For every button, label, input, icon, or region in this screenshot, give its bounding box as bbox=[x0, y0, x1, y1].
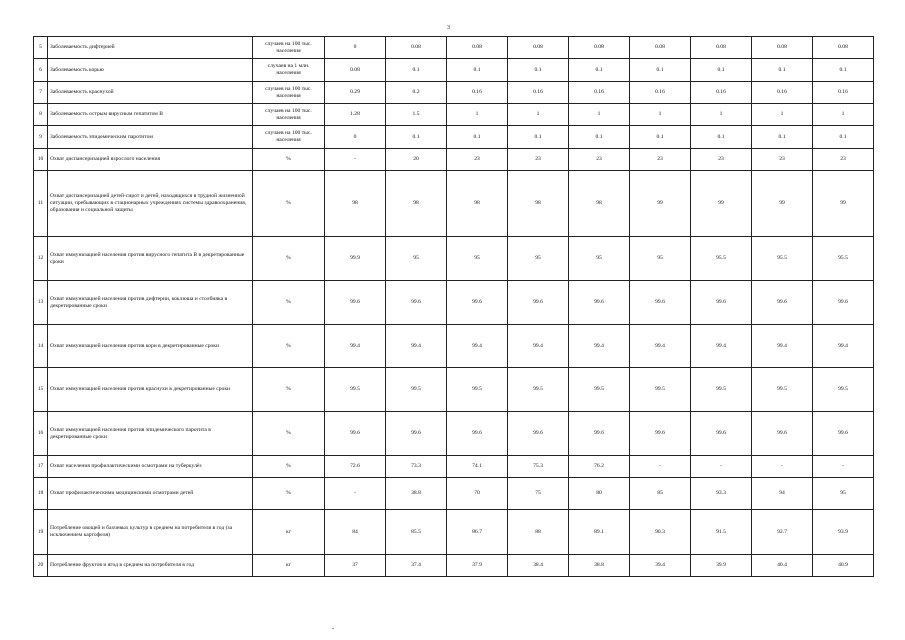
indicator-value: 99.6 bbox=[447, 412, 508, 456]
indicator-value: 99.6 bbox=[691, 281, 752, 325]
row-number: 7 bbox=[34, 82, 48, 104]
indicator-unit: % bbox=[253, 281, 325, 325]
indicator-value: 99.4 bbox=[508, 325, 569, 368]
indicator-value: 0.16 bbox=[447, 82, 508, 104]
table-row bbox=[34, 555, 874, 577]
indicator-name: Охват диспансеризацией детей-сирот и детей, находящихся в трудной жизненной ситуации, пребывающих в стационарных учреждениях системы здравоохранения, образования и социальной защиты bbox=[48, 171, 253, 237]
indicator-value: - bbox=[752, 456, 813, 478]
indicator-value: 23 bbox=[447, 149, 508, 171]
indicator-value: 91.5 bbox=[691, 510, 752, 555]
row-number: 16 bbox=[34, 412, 48, 456]
indicator-value: 75 bbox=[508, 478, 569, 510]
indicator-value: 39.4 bbox=[630, 555, 691, 577]
indicator-value: 0.08 bbox=[691, 37, 752, 59]
indicator-value: 99.6 bbox=[691, 412, 752, 456]
indicator-value: 99.6 bbox=[813, 281, 874, 325]
indicator-value: 99.5 bbox=[447, 368, 508, 412]
indicator-value: 99.9 bbox=[325, 237, 386, 281]
indicator-value: 23 bbox=[508, 149, 569, 171]
indicator-value: - bbox=[325, 149, 386, 171]
indicator-unit: случаев на 100 тыс. населения bbox=[253, 126, 325, 149]
indicator-unit: случаев на 100 тыс. населения bbox=[253, 104, 325, 126]
indicator-unit: % bbox=[253, 171, 325, 237]
indicator-value: 0.1 bbox=[752, 59, 813, 82]
table-row bbox=[34, 510, 874, 555]
indicator-value: 70 bbox=[447, 478, 508, 510]
indicator-value: 0.16 bbox=[569, 82, 630, 104]
indicator-value: 1 bbox=[691, 104, 752, 126]
indicator-value: 99.6 bbox=[630, 281, 691, 325]
indicator-value: 99.6 bbox=[508, 412, 569, 456]
indicator-value: 0 bbox=[325, 37, 386, 59]
table-row bbox=[34, 126, 874, 149]
indicator-value: 0.1 bbox=[569, 59, 630, 82]
row-number: 8 bbox=[34, 104, 48, 126]
table-row bbox=[34, 325, 874, 368]
indicator-value: 99.4 bbox=[447, 325, 508, 368]
indicator-value: 23 bbox=[813, 149, 874, 171]
indicator-value: 98 bbox=[508, 171, 569, 237]
indicator-value: 23 bbox=[569, 149, 630, 171]
indicator-value: 23 bbox=[630, 149, 691, 171]
indicator-value: 0.1 bbox=[508, 126, 569, 149]
indicator-unit: случаев на 1 млн. населения bbox=[253, 59, 325, 82]
indicator-value: 0.1 bbox=[630, 59, 691, 82]
indicator-value: 99.5 bbox=[508, 368, 569, 412]
row-number: 17 bbox=[34, 456, 48, 478]
indicator-value: 98 bbox=[569, 171, 630, 237]
indicator-unit: % bbox=[253, 325, 325, 368]
indicator-value: 38.4 bbox=[508, 555, 569, 577]
indicator-value: 0.1 bbox=[508, 59, 569, 82]
indicator-value: 99.6 bbox=[447, 281, 508, 325]
indicator-value: 0.08 bbox=[325, 59, 386, 82]
indicator-value: 93.3 bbox=[691, 478, 752, 510]
indicator-name: Охват иммунизацией населения против дифтерии, коклюша и столбняка в декретированные сроки bbox=[48, 281, 253, 325]
indicator-value: 98 bbox=[447, 171, 508, 237]
indicator-value: 80 bbox=[569, 478, 630, 510]
scan-artifact bbox=[332, 628, 334, 629]
indicator-value: 95.5 bbox=[813, 237, 874, 281]
indicator-value: 99 bbox=[813, 171, 874, 237]
row-number: 10 bbox=[34, 149, 48, 171]
indicator-value: 37 bbox=[325, 555, 386, 577]
table-row bbox=[34, 104, 874, 126]
indicator-value: 95 bbox=[447, 237, 508, 281]
indicator-value: 99.4 bbox=[325, 325, 386, 368]
indicator-value: 85.5 bbox=[386, 510, 447, 555]
indicator-value: 1 bbox=[508, 104, 569, 126]
indicator-unit: кг bbox=[253, 555, 325, 577]
indicator-unit: кг bbox=[253, 510, 325, 555]
indicator-name: Охват диспансеризацией взрослого населения bbox=[48, 149, 253, 171]
indicator-value: 1 bbox=[447, 104, 508, 126]
indicator-value: 0.1 bbox=[752, 126, 813, 149]
indicator-value: 95.5 bbox=[691, 237, 752, 281]
table-row bbox=[34, 59, 874, 82]
row-number: 18 bbox=[34, 478, 48, 510]
indicator-value: 95 bbox=[508, 237, 569, 281]
indicator-value: 0.16 bbox=[752, 82, 813, 104]
indicator-value: 98 bbox=[325, 171, 386, 237]
indicator-name: Охват иммунизацией населения против краснухи в декретированные сроки bbox=[48, 368, 253, 412]
indicator-value: 0.1 bbox=[691, 59, 752, 82]
indicator-value: 0.08 bbox=[630, 37, 691, 59]
indicator-value: 0.1 bbox=[630, 126, 691, 149]
indicator-value: 1.28 bbox=[325, 104, 386, 126]
indicator-value: 0.1 bbox=[386, 59, 447, 82]
indicator-value: 0.08 bbox=[569, 37, 630, 59]
indicator-value: 99.5 bbox=[386, 368, 447, 412]
indicator-value: 72.6 bbox=[325, 456, 386, 478]
row-number: 19 bbox=[34, 510, 48, 555]
indicator-value: 93.9 bbox=[813, 510, 874, 555]
indicator-value: 99.4 bbox=[813, 325, 874, 368]
indicator-value: 0.16 bbox=[630, 82, 691, 104]
indicator-value: 86.7 bbox=[447, 510, 508, 555]
indicator-unit: случаев на 100 тыс. населения bbox=[253, 37, 325, 59]
indicator-value: 0.1 bbox=[691, 126, 752, 149]
row-number: 14 bbox=[34, 325, 48, 368]
indicator-value: 76.2 bbox=[569, 456, 630, 478]
indicator-value: 0 bbox=[325, 126, 386, 149]
indicator-value: 37.9 bbox=[447, 555, 508, 577]
indicator-unit: случаев на 100 тыс. населения bbox=[253, 82, 325, 104]
indicator-value: 99.4 bbox=[752, 325, 813, 368]
indicator-value: 0.1 bbox=[569, 126, 630, 149]
indicator-value: 0.1 bbox=[447, 59, 508, 82]
table-row bbox=[34, 171, 874, 237]
table-row bbox=[34, 82, 874, 104]
indicator-value: 99.5 bbox=[630, 368, 691, 412]
page-number: 3 bbox=[447, 25, 450, 31]
indicator-name: Охват иммунизацией населения против эпидемического паротита в декретированные сроки bbox=[48, 412, 253, 456]
indicator-value: 99.5 bbox=[325, 368, 386, 412]
indicator-value: 99.6 bbox=[569, 281, 630, 325]
indicator-value: 90.3 bbox=[630, 510, 691, 555]
indicator-value: 99.6 bbox=[813, 412, 874, 456]
indicator-value: 0.1 bbox=[447, 126, 508, 149]
indicator-value: 37.4 bbox=[386, 555, 447, 577]
indicator-value: 40.9 bbox=[813, 555, 874, 577]
indicator-value: 99.6 bbox=[325, 412, 386, 456]
indicator-value: 99.6 bbox=[386, 412, 447, 456]
indicator-value: 0.1 bbox=[813, 59, 874, 82]
indicator-value: 99.5 bbox=[691, 368, 752, 412]
indicator-name: Потребление овощей и бахчевых культур в среднем на потребителя в год (за исключением картофеля) bbox=[48, 510, 253, 555]
indicator-value: 99.6 bbox=[508, 281, 569, 325]
row-number: 5 bbox=[34, 37, 48, 59]
indicator-value: 0.16 bbox=[813, 82, 874, 104]
indicators-table bbox=[33, 36, 874, 577]
indicator-value: - bbox=[691, 456, 752, 478]
indicator-value: 99.6 bbox=[569, 412, 630, 456]
indicator-value: 95.5 bbox=[752, 237, 813, 281]
indicator-value: 95 bbox=[630, 237, 691, 281]
indicator-value: 99 bbox=[752, 171, 813, 237]
indicator-value: 74.1 bbox=[447, 456, 508, 478]
indicator-name: Заболеваемость краснухой bbox=[48, 82, 253, 104]
indicator-value: 99.4 bbox=[569, 325, 630, 368]
indicator-value: 20 bbox=[386, 149, 447, 171]
row-number: 11 bbox=[34, 171, 48, 237]
indicator-value: 95 bbox=[569, 237, 630, 281]
indicator-name: Охват иммунизацией населения против вирусного гепатита В в декретированные сроки bbox=[48, 237, 253, 281]
indicator-value: 38.8 bbox=[386, 478, 447, 510]
indicator-value: 99.6 bbox=[386, 281, 447, 325]
indicator-value: 99.4 bbox=[386, 325, 447, 368]
indicator-value: - bbox=[325, 478, 386, 510]
indicator-value: 99.5 bbox=[813, 368, 874, 412]
table-row bbox=[34, 478, 874, 510]
indicator-name: Заболеваемость дифтерией bbox=[48, 37, 253, 59]
indicator-value: 1 bbox=[752, 104, 813, 126]
indicator-value: 0.1 bbox=[386, 126, 447, 149]
indicator-unit: % bbox=[253, 456, 325, 478]
indicator-value: 0.16 bbox=[691, 82, 752, 104]
indicator-value: 0.08 bbox=[813, 37, 874, 59]
table-row bbox=[34, 149, 874, 171]
indicator-name: Заболеваемость эпидемическим паротитом bbox=[48, 126, 253, 149]
indicator-value: 40.4 bbox=[752, 555, 813, 577]
row-number: 15 bbox=[34, 368, 48, 412]
indicator-value: 0.08 bbox=[386, 37, 447, 59]
indicator-value: 99.4 bbox=[630, 325, 691, 368]
indicator-value: 39.9 bbox=[691, 555, 752, 577]
indicator-value: 85 bbox=[630, 478, 691, 510]
indicator-value: 0.29 bbox=[325, 82, 386, 104]
indicator-unit: % bbox=[253, 478, 325, 510]
indicator-value: 99.6 bbox=[752, 412, 813, 456]
indicator-value: 92.7 bbox=[752, 510, 813, 555]
indicator-value: 88 bbox=[508, 510, 569, 555]
indicator-value: 1 bbox=[569, 104, 630, 126]
indicator-value: 0.1 bbox=[813, 126, 874, 149]
indicator-value: - bbox=[813, 456, 874, 478]
indicator-name: Заболеваемость острым вирусным гепатитом В bbox=[48, 104, 253, 126]
table-row bbox=[34, 281, 874, 325]
indicator-value: 99.5 bbox=[752, 368, 813, 412]
indicator-value: 99 bbox=[630, 171, 691, 237]
indicator-value: 38.8 bbox=[569, 555, 630, 577]
indicator-value: 99.6 bbox=[630, 412, 691, 456]
indicator-value: 99.6 bbox=[325, 281, 386, 325]
indicator-name: Охват профилактическими медицинскими осмотрами детей bbox=[48, 478, 253, 510]
indicator-value: 99 bbox=[691, 171, 752, 237]
indicator-unit: % bbox=[253, 412, 325, 456]
row-number: 20 bbox=[34, 555, 48, 577]
table-row bbox=[34, 368, 874, 412]
indicator-value: 0.08 bbox=[447, 37, 508, 59]
indicator-value: 95 bbox=[386, 237, 447, 281]
indicator-value: 99.6 bbox=[752, 281, 813, 325]
row-number: 6 bbox=[34, 59, 48, 82]
indicator-value: 73.3 bbox=[386, 456, 447, 478]
indicator-value: 0.2 bbox=[386, 82, 447, 104]
table-row bbox=[34, 237, 874, 281]
indicator-unit: % bbox=[253, 368, 325, 412]
indicator-name: Охват населения профилактическими осмотрами на туберкулёз bbox=[48, 456, 253, 478]
indicators-table-body bbox=[34, 37, 874, 577]
row-number: 9 bbox=[34, 126, 48, 149]
table-row bbox=[34, 37, 874, 59]
indicator-value: 1.5 bbox=[386, 104, 447, 126]
row-number: 12 bbox=[34, 237, 48, 281]
row-number: 13 bbox=[34, 281, 48, 325]
indicator-value: 98 bbox=[386, 171, 447, 237]
table-row bbox=[34, 412, 874, 456]
indicator-value: 0.16 bbox=[508, 82, 569, 104]
indicator-value: 1 bbox=[630, 104, 691, 126]
indicator-value: - bbox=[630, 456, 691, 478]
indicator-value: 23 bbox=[691, 149, 752, 171]
table-row bbox=[34, 456, 874, 478]
indicator-value: 99.5 bbox=[569, 368, 630, 412]
indicator-unit: % bbox=[253, 237, 325, 281]
indicator-value: 0.08 bbox=[508, 37, 569, 59]
indicator-name: Потребление фруктов и ягод в среднем на потребителя в год bbox=[48, 555, 253, 577]
indicator-name: Охват иммунизацией населения против кори в декретированные сроки bbox=[48, 325, 253, 368]
indicator-name: Заболеваемость корью bbox=[48, 59, 253, 82]
indicator-value: 99.4 bbox=[691, 325, 752, 368]
indicator-value: 1 bbox=[813, 104, 874, 126]
indicator-value: 94 bbox=[752, 478, 813, 510]
indicator-value: 75.3 bbox=[508, 456, 569, 478]
indicator-value: 0.08 bbox=[752, 37, 813, 59]
indicator-value: 95 bbox=[813, 478, 874, 510]
indicator-value: 89.1 bbox=[569, 510, 630, 555]
indicator-value: 84 bbox=[325, 510, 386, 555]
indicator-value: 23 bbox=[752, 149, 813, 171]
indicator-unit: % bbox=[253, 149, 325, 171]
